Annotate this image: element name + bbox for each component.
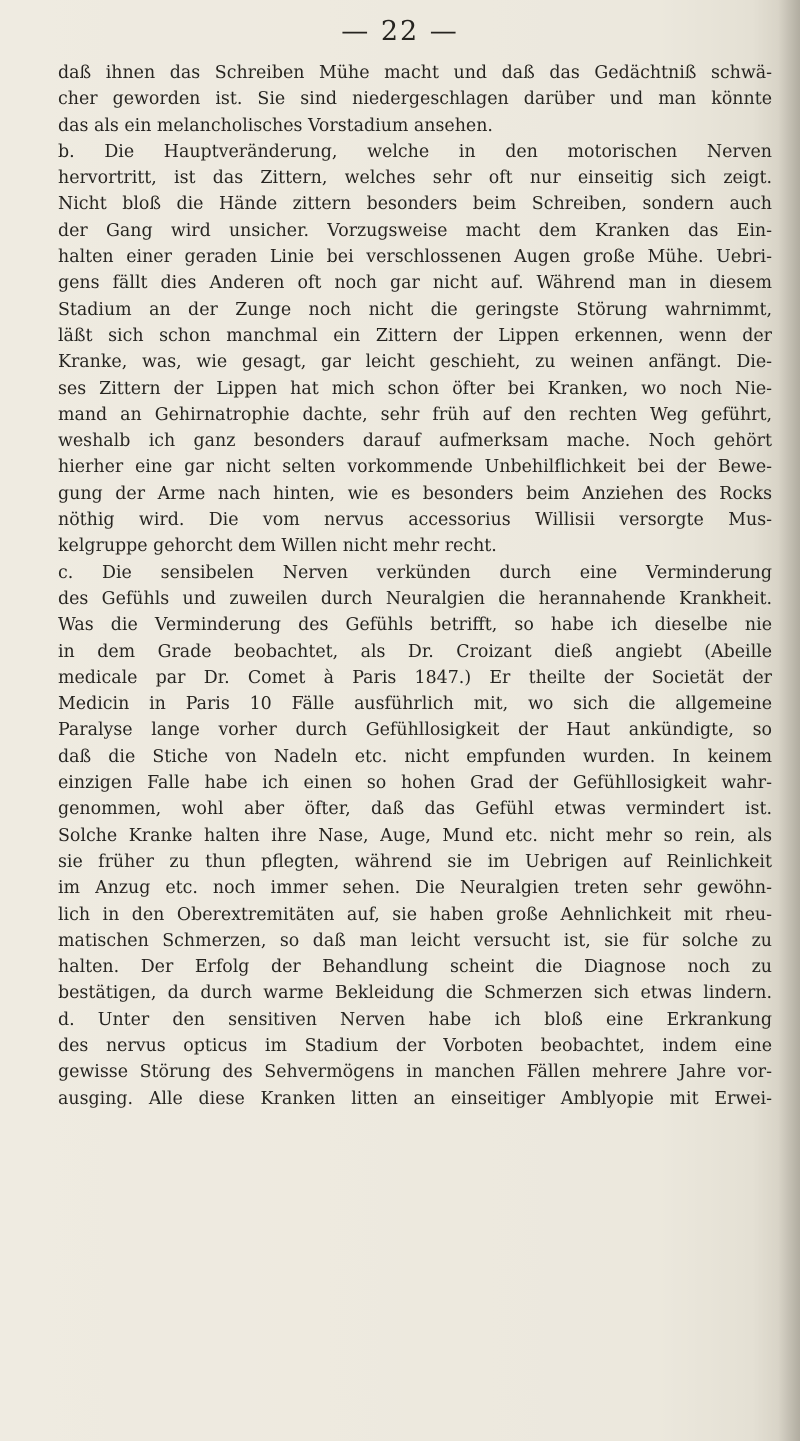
text-line: das als ein melancholisches Vorstadium ansehen. bbox=[58, 115, 493, 136]
text-line: einzigen Falle habe ich einen so hohen Grad der Gefühllosigkeit wahr- bbox=[58, 773, 772, 794]
text-line: c. Die sensibelen Nerven verkünden durch eine Verminderung bbox=[58, 562, 772, 583]
text-line: daß die Stiche von Nadeln etc. nicht empfunden wurden. In keinem bbox=[58, 746, 772, 767]
text-line: Was die Verminderung des Gefühls betrifft, so habe ich dieselbe nie bbox=[58, 615, 772, 636]
text-line: hervortritt, ist das Zittern, welches sehr oft nur einseitig sich zeigt. bbox=[58, 168, 772, 189]
text-line: weshalb ich ganz besonders darauf aufmerksam mache. Noch gehört bbox=[58, 431, 772, 452]
text-line: ausging. Alle diese Kranken litten an einseitiger Amblyopie mit Erwei- bbox=[58, 1088, 772, 1109]
text-line: gewisse Störung des Sehvermögens in manchen Fällen mehrere Jahre vor- bbox=[58, 1062, 772, 1083]
page-gutter-shadow bbox=[778, 0, 800, 1441]
text-line: des Gefühls und zuweilen durch Neuralgien die herannahende Krankheit. bbox=[58, 588, 772, 609]
text-line: gens fällt dies Anderen oft noch gar nicht auf. Während man in diesem bbox=[58, 273, 772, 294]
text-line: im Anzug etc. noch immer sehen. Die Neuralgien treten sehr gewöhn- bbox=[58, 878, 772, 899]
text-line: Stadium an der Zunge noch nicht die geringste Störung wahrnimmt, bbox=[58, 299, 772, 320]
text-line: genommen, wohl aber öfter, daß das Gefühl etwas vermindert ist. bbox=[58, 799, 772, 820]
text-line: ses Zittern der Lippen hat mich schon öfter bei Kranken, wo noch Nie- bbox=[58, 378, 772, 399]
text-line: läßt sich schon manchmal ein Zittern der Lippen erkennen, wenn der bbox=[58, 325, 772, 346]
text-line: daß ihnen das Schreiben Mühe macht und daß das Gedächtniß schwä- bbox=[58, 63, 772, 83]
text-line: Medicin in Paris 10 Fälle ausführlich mit, wo sich die allgemeine bbox=[58, 694, 772, 715]
text-line: gung der Arme nach hinten, wie es besonders beim Anziehen des Rocks bbox=[58, 483, 772, 504]
text-line: d. Unter den sensitiven Nerven habe ich bloß eine Erkrankung bbox=[58, 1009, 772, 1030]
body-text bbox=[58, 60, 772, 1112]
text-line: Nicht bloß die Hände zittern besonders beim Schreiben, sondern auch bbox=[58, 194, 772, 215]
text-line: medicale par Dr. Comet à Paris 1847.) Er theilte der Societät der bbox=[58, 667, 772, 688]
text-line: Solche Kranke halten ihre Nase, Auge, Mund etc. nicht mehr so rein, als bbox=[58, 825, 772, 846]
text-line: halten einer geraden Linie bei verschlossenen Augen große Mühe. Uebri- bbox=[58, 247, 772, 268]
text-line: Kranke, was, wie gesagt, gar leicht geschieht, zu weinen anfängt. Die- bbox=[58, 352, 772, 373]
text-line: der Gang wird unsicher. Vorzugsweise macht dem Kranken das Ein- bbox=[58, 220, 772, 241]
page-number: — 22 — bbox=[341, 16, 459, 47]
text-line: kelgruppe gehorcht dem Willen nicht mehr recht. bbox=[58, 536, 497, 557]
text-line: b. Die Hauptveränderung, welche in den motorischen Nerven bbox=[58, 141, 772, 162]
text-line: Paralyse lange vorher durch Gefühllosigkeit der Haut ankündigte, so bbox=[58, 720, 772, 741]
text-line: in dem Grade beobachtet, als Dr. Croizant dieß angiebt (Abeille bbox=[58, 641, 772, 662]
text-line: nöthig wird. Die vom nervus accessorius Willisii versorgte Mus- bbox=[58, 510, 772, 531]
text-line: cher geworden ist. Sie sind niedergeschlagen darüber und man könnte bbox=[58, 89, 772, 110]
text-line: des nervus opticus im Stadium der Vorboten beobachtet, indem eine bbox=[58, 1035, 772, 1056]
text-line: hierher eine gar nicht selten vorkommende Unbehilflichkeit bei der Bewe- bbox=[58, 457, 772, 478]
text-line: bestätigen, da durch warme Bekleidung die Schmerzen sich etwas lindern. bbox=[58, 983, 772, 1004]
text-line: sie früher zu thun pflegten, während sie im Uebrigen auf Reinlichkeit bbox=[58, 851, 772, 872]
text-line: lich in den Oberextremitäten auf, sie haben große Aehnlichkeit mit rheu- bbox=[58, 904, 772, 925]
text-line: halten. Der Erfolg der Behandlung scheint die Diagnose noch zu bbox=[58, 957, 772, 978]
text-line: matischen Schmerzen, so daß man leicht versucht ist, sie für solche zu bbox=[58, 930, 772, 951]
text-line: mand an Gehirnatrophie dachte, sehr früh auf den rechten Weg geführt, bbox=[58, 404, 772, 425]
